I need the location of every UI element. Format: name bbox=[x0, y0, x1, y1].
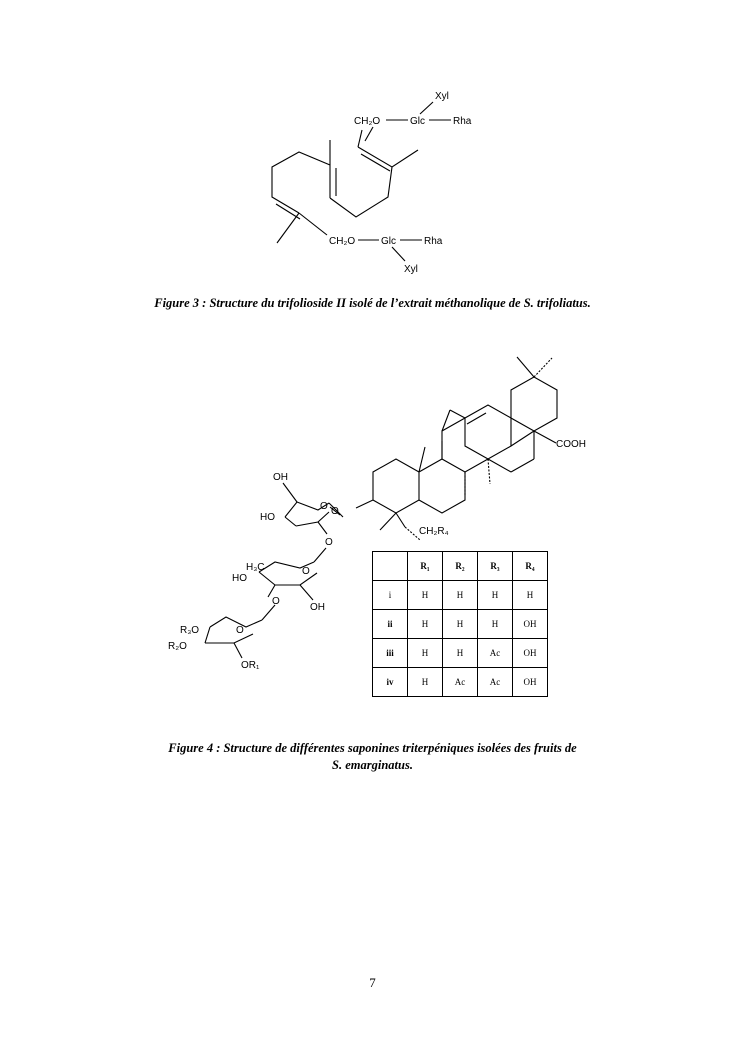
oh-top-label: OH bbox=[273, 472, 288, 483]
rha-label-bottom: Rha bbox=[424, 236, 443, 247]
o-ring1-label: O bbox=[320, 501, 328, 512]
rha-label-top: Rha bbox=[453, 116, 472, 127]
table-cell: Ac bbox=[478, 639, 513, 668]
oh-middle-label: OH bbox=[310, 602, 325, 613]
glc-label-bottom: Glc bbox=[381, 236, 396, 247]
table-cell: H bbox=[443, 610, 478, 639]
xyl-label-top: Xyl bbox=[435, 91, 449, 102]
table-cell: OH bbox=[513, 639, 548, 668]
r2o-label: R₂O bbox=[168, 641, 187, 652]
o-link1-label: O bbox=[331, 506, 339, 517]
table-cell: H bbox=[443, 639, 478, 668]
o-ring3-label: O bbox=[236, 625, 244, 636]
table-cell: H bbox=[408, 668, 443, 697]
table-row bbox=[373, 639, 548, 668]
table-cell: H bbox=[478, 581, 513, 610]
substituent-table bbox=[372, 551, 548, 697]
or1-label: OR₁ bbox=[241, 660, 260, 671]
o-link2-label: O bbox=[325, 537, 333, 548]
table-cell: H bbox=[443, 581, 478, 610]
o-link3-label: O bbox=[272, 596, 280, 607]
table-cell: Ac bbox=[443, 668, 478, 697]
ho-upper-label: HO bbox=[260, 512, 275, 523]
table-cell: H bbox=[408, 581, 443, 610]
table-cell: OH bbox=[513, 610, 548, 639]
figure4-caption bbox=[40, 740, 705, 774]
table-row bbox=[373, 581, 548, 610]
table-header-cell: R₄ bbox=[513, 552, 548, 581]
table-cell: OH bbox=[513, 668, 548, 697]
ch2r4-label: CH₂R₄ bbox=[419, 526, 449, 537]
table-cell: iii bbox=[373, 639, 408, 668]
xyl-label-bottom: Xyl bbox=[404, 264, 418, 275]
cooh-label: COOH bbox=[556, 439, 586, 450]
ch2o-label-bottom: CH₂O bbox=[329, 236, 356, 247]
table-header-row bbox=[373, 552, 548, 581]
table-row bbox=[373, 668, 548, 697]
table-cell: H bbox=[513, 581, 548, 610]
h3c-label: H₃C bbox=[246, 562, 265, 573]
table-header-cell: R₃ bbox=[478, 552, 513, 581]
table-cell: iv bbox=[373, 668, 408, 697]
table-header-cell bbox=[373, 552, 408, 581]
table-header-cell: R₂ bbox=[443, 552, 478, 581]
table-cell: ii bbox=[373, 610, 408, 639]
table-cell: H bbox=[408, 610, 443, 639]
figure4-caption-line2: S. emarginatus. bbox=[332, 758, 413, 772]
page-number: 7 bbox=[369, 975, 376, 990]
table-cell: Ac bbox=[478, 668, 513, 697]
figure4-caption-line1: Figure 4 : Structure de différentes saponines triterpéniques isolées des fruits de bbox=[168, 741, 577, 755]
figure3-caption: Figure 3 : Structure du trifolioside II isolé de l’extrait méthanolique de S. trifoliatus. bbox=[154, 296, 591, 310]
ch2o-label-top: CH₂O bbox=[354, 116, 381, 127]
table-row bbox=[373, 610, 548, 639]
table-cell: H bbox=[478, 610, 513, 639]
table-header-cell: R₁ bbox=[408, 552, 443, 581]
table-cell: H bbox=[408, 639, 443, 668]
ho-middle-label: HO bbox=[232, 573, 247, 584]
table-cell: i bbox=[373, 581, 408, 610]
r3o-label: R₃O bbox=[180, 625, 200, 636]
o-ring2-label: O bbox=[302, 566, 310, 577]
glc-label-top: Glc bbox=[410, 116, 425, 127]
